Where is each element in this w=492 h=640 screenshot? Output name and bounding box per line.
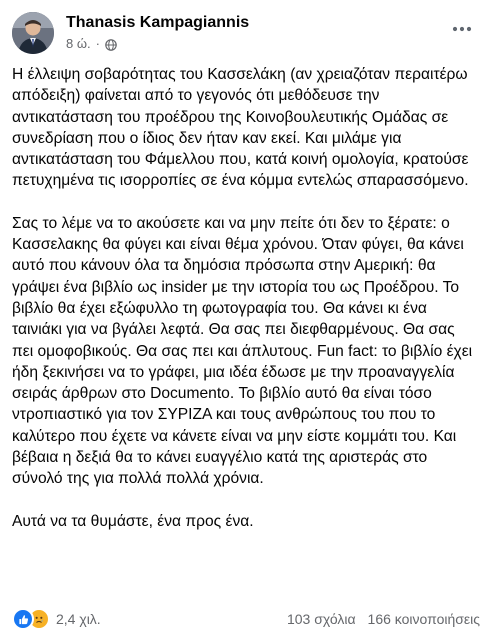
post-footer (12, 606, 480, 632)
comments-count[interactable]: 103 σχόλια (286, 611, 356, 627)
more-options-button[interactable] (444, 14, 480, 44)
post-text (12, 64, 480, 553)
more-options-icon (452, 26, 472, 32)
post-paragraph-2: Σας το λέμε να το ακούσετε και να μην πείτε ότι δεν το ξέρατε: ο Κασσελακης θα φύγει και είναι θέμα χρόνου. Όταν φύγει, θα κάνει αυτό που κάνουν όλα τα δημόσια πρόσωπα στην Αμερική: θα γράψει ένα βιβλίο ως insider με την ιστορία του ως Προέδρου. Το βιβλίο θα έχει εξώφυλλο τη φωτογραφία του. Θα κάνει κι ένα ταινιάκι για να βγάλει λεφτά. Θα σας πει διεφθαρμένους. Θα σας πει ομοφοβικούς. Θα σας πει και άπλυτους. Fun fact: το βιβλίο έχει ήδη ξεκινήσει να το γράφει, μια ιδέα έδωσε με την προαναγγελία σειράς άρθρων στο Documento. Το βιβλίο αυτό θα είναι τόσο ντροπιαστικό για τον ΣΥΡΙΖΑ και τους ανθρώπους του που το καλύτερο που έχετε να κάνετε είναι να μην είστε κομμάτι του. Και βέβαια η δεξιά θα το κάνει ευαγγέλιο κατά της αριστεράς στο σύνολό της για πολλά πολλά χρόνια. (12, 214, 473, 488)
post-paragraph-1: Η έλλειψη σοβαρότητας του Κασσελάκη (αν χρειαζόταν περαιτέρω απόδειξη) φαίνεται από το γεγονός ότι μεθόδευσε την αντικατάσταση του προέδρου της Κοινοβουλευτικής Ομάδας σε συνεδρίαση που ο ίδιος δεν ήταν καν εκεί. Και μιλάμε για αντικατάσταση του Φάμελλου που, κατά κοινή ομολογία, κρατούσε πετυχημένα τις ισορροπίες σε ένα κόμμα εντελώς σπαρασσόμενο. (12, 66, 469, 190)
post-header (12, 10, 480, 56)
post-meta (66, 35, 249, 53)
post-time[interactable]: 8 ώ. (66, 36, 91, 51)
profile-photo-icon (12, 12, 54, 54)
meta-separator: · (95, 36, 100, 51)
author-name[interactable]: Thanasis Kampagiannis (66, 14, 250, 31)
author-block (66, 13, 249, 53)
globe-icon (105, 38, 117, 50)
like-icon (12, 608, 34, 630)
shares-count[interactable]: 166 κοινοποιήσεις (367, 611, 480, 627)
reactions-summary[interactable] (12, 608, 101, 630)
engagement-stats (287, 611, 480, 627)
post-paragraph-3: Αυτά να τα θυμάστε, ένα προς ένα. (12, 512, 254, 530)
author-avatar[interactable] (12, 12, 54, 54)
reactions-count: 2,4 χιλ. (56, 611, 101, 627)
